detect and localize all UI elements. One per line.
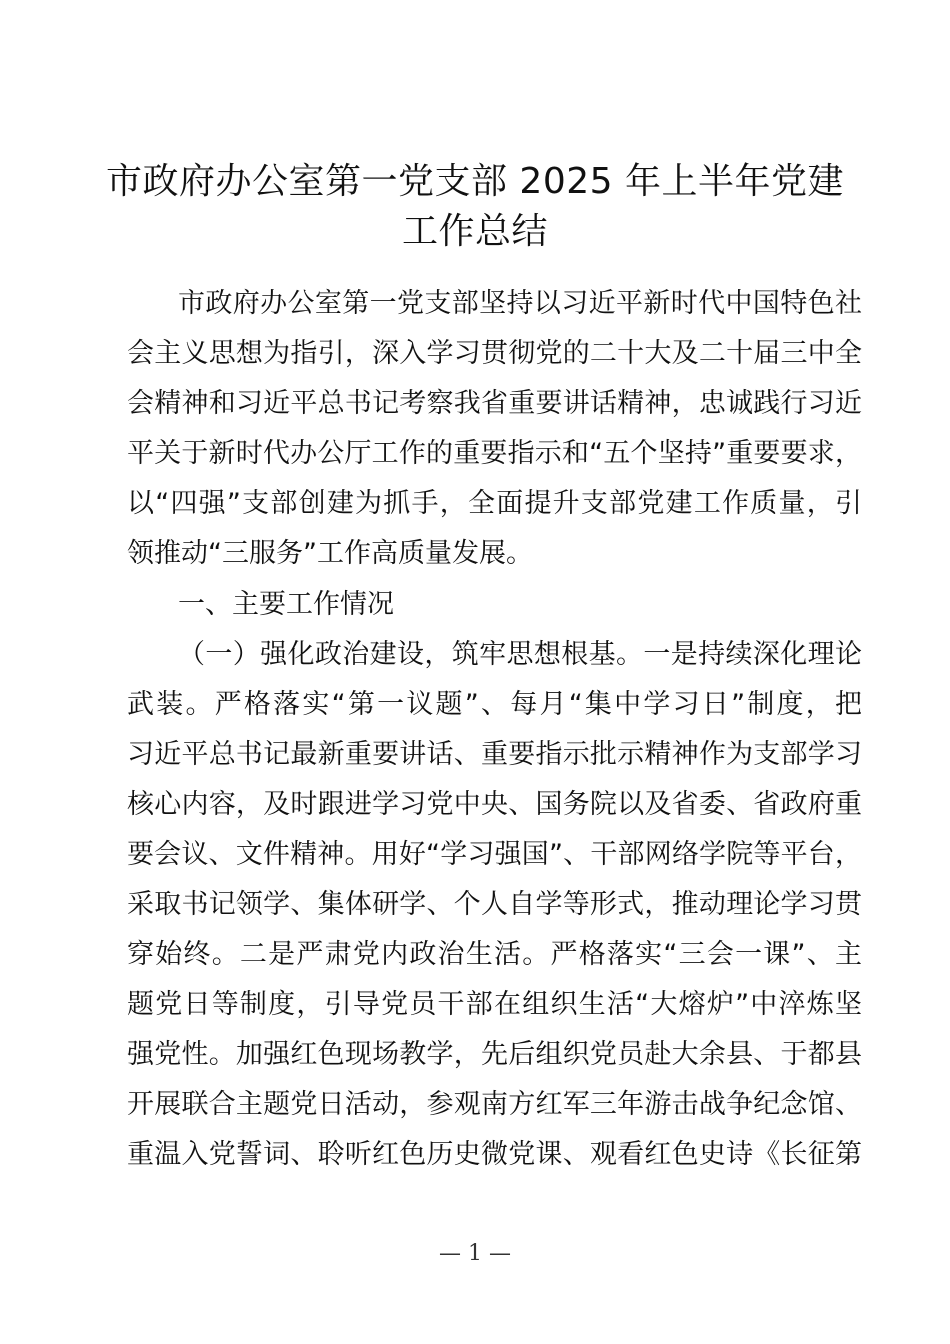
document-title-line-1: 市政府办公室第一党支部 2025 年上半年党建 <box>105 161 844 202</box>
document-title-line-2: 工作总结 <box>401 211 548 252</box>
paragraph-line: 强党性。加强红色现场教学，先后组织党员赴大余县、于都县 <box>127 1039 862 1070</box>
paragraph-line: 开展联合主题党日活动，参观南方红军三年游击战争纪念馆、 <box>127 1089 862 1120</box>
paragraph-line: 武装。严格落实“第一议题”、每月“集中学习日”制度，把 <box>127 689 862 720</box>
paragraph-line: 采取书记领学、集体研学、个人自学等形式，推动理论学习贯 <box>127 889 862 920</box>
page-number: — 1 — <box>439 1241 511 1266</box>
paragraph-line: 会主义思想为指引，深入学习贯彻党的二十大及二十届三中全 <box>127 338 862 369</box>
paragraph-line: 市政府办公室第一党支部坚持以习近平新时代中国特色社 <box>178 288 862 319</box>
paragraph-line: 题党日等制度，引导党员干部在组织生活“大熔炉”中淬炼坚 <box>127 989 862 1020</box>
paragraph-line: 平关于新时代办公厅工作的重要指示和“五个坚持”重要要求， <box>127 438 862 469</box>
paragraph-line: 穿始终。二是严肃党内政治生活。严格落实“三会一课”、主 <box>127 939 862 970</box>
paragraph-line: 核心内容，及时跟进学习党中央、国务院以及省委、省政府重 <box>127 789 862 820</box>
paragraph-line: 以“四强”支部创建为抓手，全面提升支部党建工作质量，引 <box>127 488 862 519</box>
paragraph-line: 习近平总书记最新重要讲话、重要指示批示精神作为支部学习 <box>127 739 862 770</box>
section-heading: 一、主要工作情况 <box>178 589 394 620</box>
paragraph-line: 重温入党誓词、聆听红色历史微党课、观看红色史诗《长征第 <box>127 1139 862 1170</box>
paragraph-line: 要会议、文件精神。用好“学习强国”、干部网络学院等平台， <box>127 839 862 870</box>
paragraph-line: 领推动“三服务”工作高质量发展。 <box>127 538 533 569</box>
paragraph-line: 会精神和习近平总书记考察我省重要讲话精神，忠诚践行习近 <box>127 388 862 419</box>
paragraph-line: （一）强化政治建设，筑牢思想根基。一是持续深化理论 <box>178 639 862 670</box>
